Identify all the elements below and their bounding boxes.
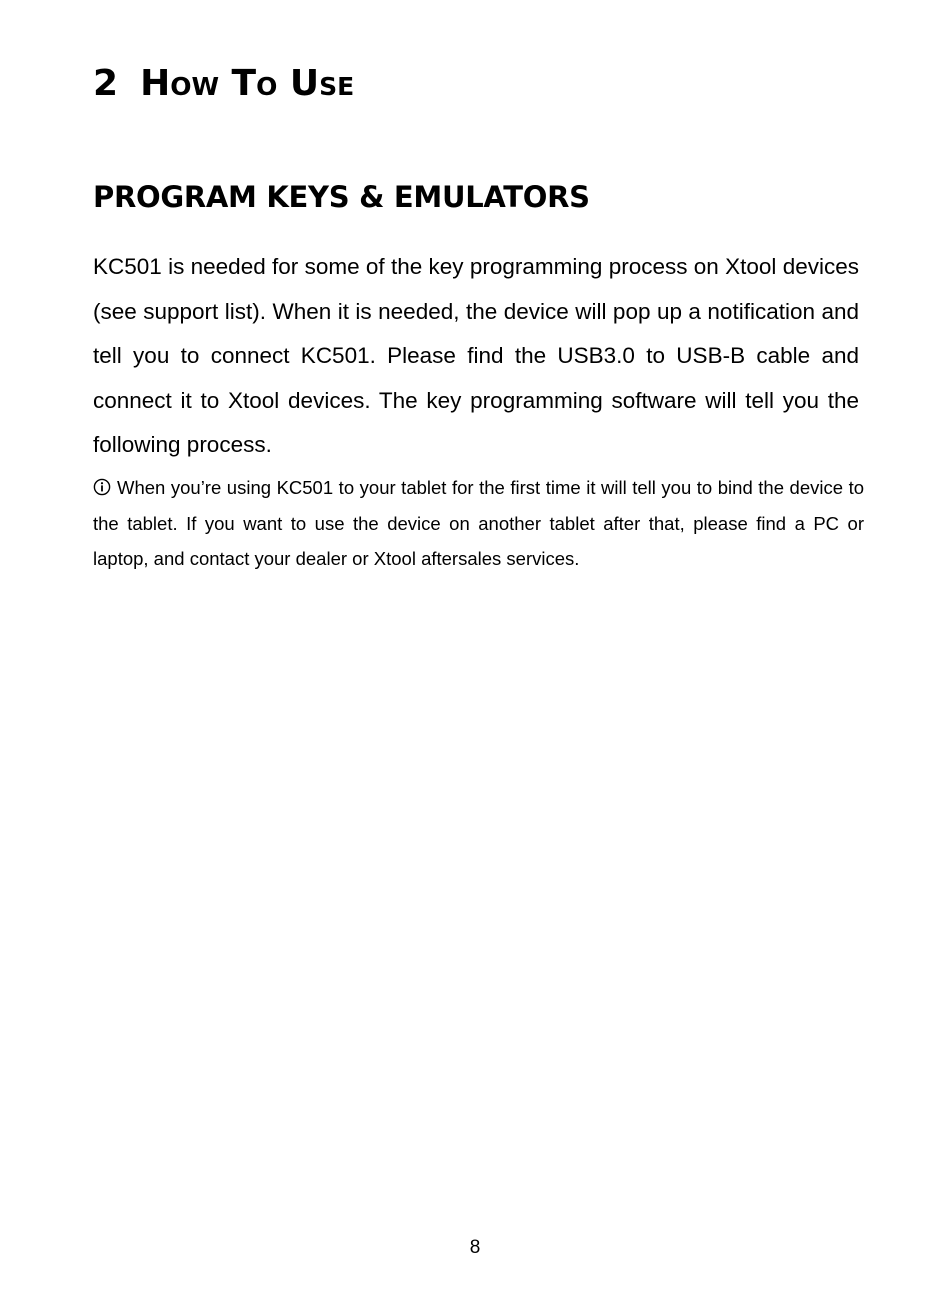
chapter-title-text: How To Use <box>140 63 355 104</box>
section-title: PROGRAM KEYS & EMULATORS <box>93 180 590 214</box>
info-icon <box>93 472 111 490</box>
chapter-number: 2 <box>93 63 119 104</box>
chapter-title <box>93 62 354 106</box>
info-note <box>93 470 864 577</box>
page-number: 8 <box>469 1237 481 1258</box>
body-paragraph: KC501 is needed for some of the key programming process on Xtool devices (see support list). When it is needed, the device will pop up a notification and tell you to connect KC501. Please find the USB3.0 to USB-B cable and connect it to Xtool devices. The key programming software will tell you the following process. <box>93 254 859 457</box>
info-note-text: When you’re using KC501 to your tablet for the first time it will tell you to bind the device to the tablet. If you want to use the device on another tablet after that, please find a PC or laptop, and contact your dealer or Xtool aftersales services. <box>93 477 864 569</box>
